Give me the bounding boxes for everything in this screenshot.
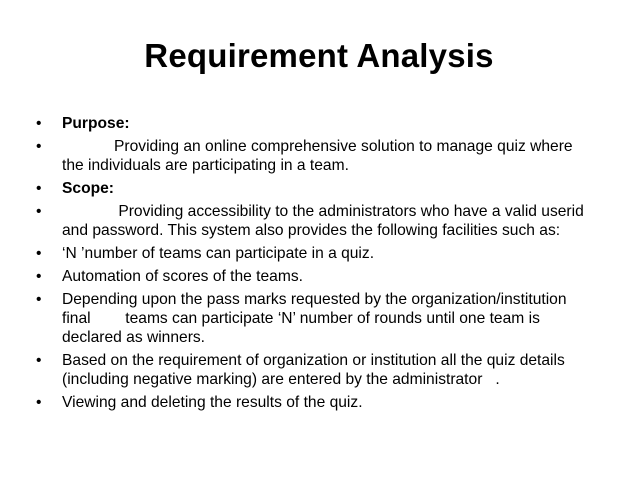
- bullet-item: [36, 393, 606, 412]
- bullet-dot: •: [36, 138, 42, 155]
- bullet-item: [36, 267, 606, 286]
- bullet-heading-scope: Scope:: [62, 180, 114, 197]
- bullet-list: [36, 114, 606, 416]
- bullet-item: [36, 290, 606, 347]
- bullet-dot: •: [36, 203, 42, 220]
- bullet-item: [36, 202, 606, 240]
- bullet-item: [36, 179, 606, 198]
- bullet-text: Providing an online comprehensive solution to manage quiz where the individuals are participating in a team.: [62, 138, 573, 174]
- bullet-dot: •: [36, 115, 42, 132]
- bullet-item: [36, 114, 606, 133]
- bullet-item: [36, 244, 606, 263]
- bullet-text: Based on the requirement of organization or institution all the quiz details (including negative marking) are entered by the administrator .: [62, 352, 565, 388]
- bullet-text: Depending upon the pass marks requested by the organization/institution final teams can participate ‘N’ number of rounds until one team is declared as winners.: [62, 291, 567, 346]
- bullet-dot: •: [36, 394, 42, 411]
- bullet-dot: •: [36, 245, 42, 262]
- bullet-text: Providing accessibility to the administrators who have a valid userid and password. This system also provides the following facilities such as:: [62, 203, 584, 239]
- bullet-dot: •: [36, 268, 42, 285]
- bullet-item: [36, 137, 606, 175]
- bullet-dot: •: [36, 352, 42, 369]
- slide-title: Requirement Analysis: [144, 37, 494, 74]
- bullet-item: [36, 351, 606, 389]
- bullet-heading-purpose: Purpose:: [62, 115, 130, 132]
- bullet-text: Viewing and deleting the results of the quiz.: [62, 394, 363, 411]
- bullet-text: Automation of scores of the teams.: [62, 268, 303, 285]
- bullet-dot: •: [36, 291, 42, 308]
- bullet-dot: •: [36, 180, 42, 197]
- bullet-text: ‘N ’number of teams can participate in a quiz.: [62, 245, 375, 262]
